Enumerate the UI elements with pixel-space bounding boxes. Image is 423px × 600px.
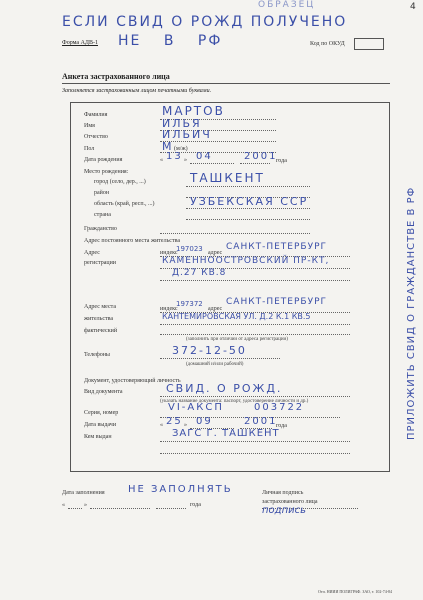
reg-line3: Д.27 КВ.8 xyxy=(172,268,227,278)
issue-year: 2001 xyxy=(244,416,278,427)
citizenship-label: Гражданство xyxy=(84,226,117,232)
name-label: Имя xyxy=(84,123,95,129)
handwritten-note-top2: НЕ В РФ xyxy=(118,33,223,49)
title-divider xyxy=(62,83,390,84)
live-line2: КАНТЕМИРОВСКАЯ УЛ. Д.2 К.1 КВ.5 xyxy=(162,312,311,321)
patronymic-value: ИЛЬИЧ xyxy=(162,128,212,141)
surname-value: МАРТОВ xyxy=(162,104,225,118)
issue-date-label: Дата выдачи xyxy=(84,422,117,428)
number-value: 003722 xyxy=(254,402,305,413)
phone-label: Телефоны xyxy=(84,352,110,358)
surname-label: Фамилия xyxy=(84,112,108,118)
perm-address-label: Адрес постоянного места жительства xyxy=(84,238,181,244)
doc-type-label: Вид документа xyxy=(84,389,123,395)
dob-month: 04 xyxy=(196,151,213,162)
form-label: Форма АДВ-1 xyxy=(62,40,98,46)
signature-label2: застрахованного лица xyxy=(262,499,318,505)
birthplace-label: Место рождения: xyxy=(84,169,129,175)
name-value: ИЛЬЯ xyxy=(162,117,202,130)
live-hint: (заполнить при отличии от адреса регистрации) xyxy=(186,337,288,342)
doc-type-value: СВИД. О РОЖД. xyxy=(166,382,283,395)
fill-date-label: Дата заполнения xyxy=(62,490,105,496)
page-number: 4 xyxy=(410,2,418,12)
live-index: 197372 xyxy=(176,300,203,308)
region-value: УЗБЕКСКАЯ ССР xyxy=(190,195,309,208)
series-value: VI-АКСП xyxy=(168,402,224,413)
issue-month: 09 xyxy=(196,416,213,427)
phone-value: 372-12-50 xyxy=(172,344,247,357)
sex-value: М xyxy=(162,140,174,153)
city-value: ТАШКЕНТ xyxy=(190,171,265,185)
form-subtitle: Заполняется застрахованным лицом печатными буквами. xyxy=(62,88,212,94)
reg-city: САНКТ-ПЕТЕРБУРГ xyxy=(226,242,327,252)
okud-label: Код по ОКУД xyxy=(310,41,345,47)
reg-line2: КАМЕННООСТРОВСКИЙ ПР-КТ, xyxy=(162,256,330,266)
reg-index: 197023 xyxy=(176,245,203,253)
dob-label: Дата рождения xyxy=(84,157,123,163)
issue-day: 25 xyxy=(166,416,183,427)
dob-day: 13 xyxy=(166,151,183,162)
handwritten-scribble: ОБРАЗЕЦ xyxy=(258,0,316,10)
handwritten-note-top: ЕСЛИ СВИД О РОЖД ПОЛУЧЕНО xyxy=(62,14,348,30)
patronymic-label: Отчество xyxy=(84,134,108,140)
signature-value: подпись xyxy=(262,505,306,516)
form-title: Анкета застрахованного лица xyxy=(62,72,170,81)
issued-by-value: ЗАГС Г. ТАШКЕНТ xyxy=(172,428,280,439)
live-city: САНКТ-ПЕТЕРБУРГ xyxy=(226,297,327,307)
doc-type-hint: (указать название документа: паспорт, удостоверение личности и др.) xyxy=(160,399,309,404)
sex-hint: (м/ж) xyxy=(174,146,188,152)
handwritten-side-note: ПРИЛОЖИТЬ СВИД О ГРАЖДАНСТВЕ В РФ xyxy=(406,186,417,440)
region-label: область (край, респ., ...) xyxy=(94,201,155,207)
country-label: страна xyxy=(94,212,111,218)
okud-box xyxy=(354,38,384,50)
city-label: город (село, дер., ...) xyxy=(94,179,146,185)
phone-hint: (домашний и/или рабочий) xyxy=(186,362,244,367)
dob-year: 2001 xyxy=(244,151,278,162)
fill-date-note: НЕ ЗАПОЛНЯТЬ xyxy=(128,484,233,495)
printer-note: Отп. НИИИ ПОЛИГРАФ. ЗАО, т. 102-74-84 xyxy=(318,589,393,594)
issued-by-label: Кем выдан xyxy=(84,434,112,440)
district-label: район xyxy=(94,190,110,196)
signature-label1: Личная подпись xyxy=(262,490,304,496)
series-label: Серия, номер xyxy=(84,410,119,416)
sex-label: Пол xyxy=(84,146,95,152)
doc-header: Документ, удостоверяющий личность xyxy=(84,378,181,384)
